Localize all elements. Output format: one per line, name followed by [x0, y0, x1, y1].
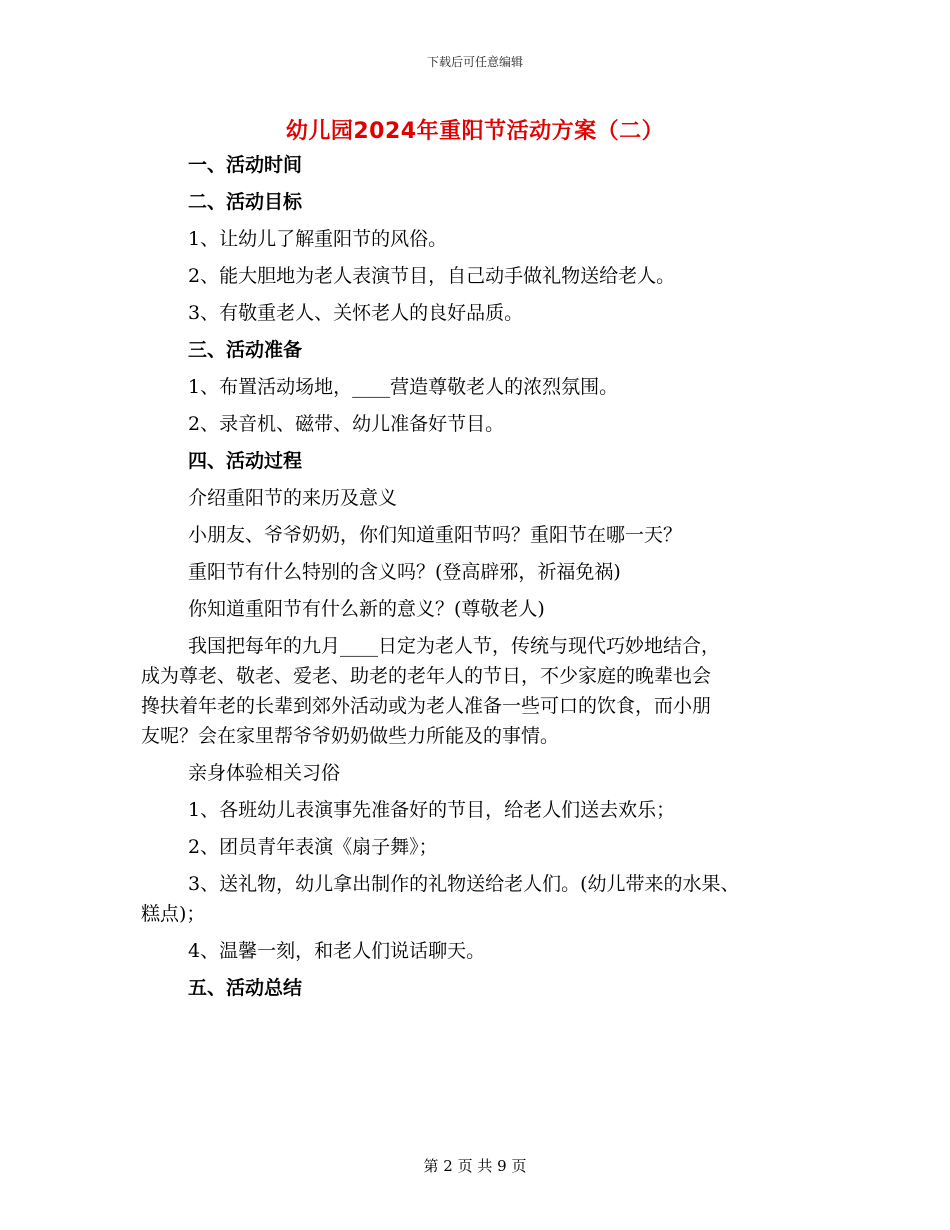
section-heading-preparation: 三、活动准备	[188, 339, 303, 361]
paragraph-line-3: 搀扶着年老的长辈到郊外活动或为老人准备一些可口的饮食，而小朋	[141, 695, 712, 717]
custom-item-1: 1、各班幼儿表演事先准备好的节目，给老人们送去欢乐；	[188, 799, 676, 821]
process-subheading-customs: 亲身体验相关习俗	[188, 762, 341, 784]
paragraph-line-2: 成为尊老、敬老、爱老、助老的老年人的节日，不少家庭的晚辈也会	[141, 665, 712, 687]
custom-item-4: 4、温馨一刻，和老人们说话聊天。	[188, 940, 486, 962]
paragraph-line-1: 我国把每年的九月____日定为老人节，传统与现代巧妙地结合，	[188, 635, 721, 657]
section-heading-process: 四、活动过程	[188, 450, 303, 472]
process-question-1: 小朋友、爷爷奶奶，你们知道重阳节吗？重阳节在哪一天？	[188, 524, 683, 546]
custom-item-3: 3、送礼物，幼儿拿出制作的礼物送给老人们。(幼儿带来的水果、	[188, 873, 740, 895]
section-heading-time: 一、活动时间	[188, 154, 303, 176]
custom-item-3-continued: 糕点)；	[141, 903, 206, 925]
custom-item-2: 2、团员青年表演《扇子舞》；	[188, 836, 438, 858]
document-body	[141, 153, 811, 1013]
section-heading-goals: 二、活动目标	[188, 191, 303, 213]
goal-item-3: 3、有敬重老人、关怀老人的良好品质。	[188, 302, 524, 324]
document-title: 幼儿园2024年重阳节活动方案（二）	[285, 119, 665, 144]
goal-item-1: 1、让幼儿了解重阳节的风俗。	[188, 228, 448, 250]
process-question-3: 你知道重阳节有什么新的意义？(尊敬老人)	[188, 598, 545, 620]
process-question-2: 重阳节有什么特别的含义吗？(登高辟邪，祈福免祸)	[188, 561, 621, 583]
preparation-item-1: 1、布置活动场地，____营造尊敬老人的浓烈氛围。	[188, 376, 619, 398]
section-heading-summary: 五、活动总结	[188, 977, 303, 999]
process-subheading-origin: 介绍重阳节的来历及意义	[188, 487, 398, 509]
paragraph-line-4: 友呢？会在家里帮爷爷奶奶做些力所能及的事情。	[141, 725, 560, 747]
page-footer: 第 2 页 共 9 页	[423, 1157, 527, 1175]
preparation-item-2: 2、录音机、磁带、幼儿准备好节目。	[188, 413, 505, 435]
goal-item-2: 2、能大胆地为老人表演节目，自己动手做礼物送给老人。	[188, 265, 676, 287]
header-note: 下载后可任意编辑	[426, 55, 523, 69]
